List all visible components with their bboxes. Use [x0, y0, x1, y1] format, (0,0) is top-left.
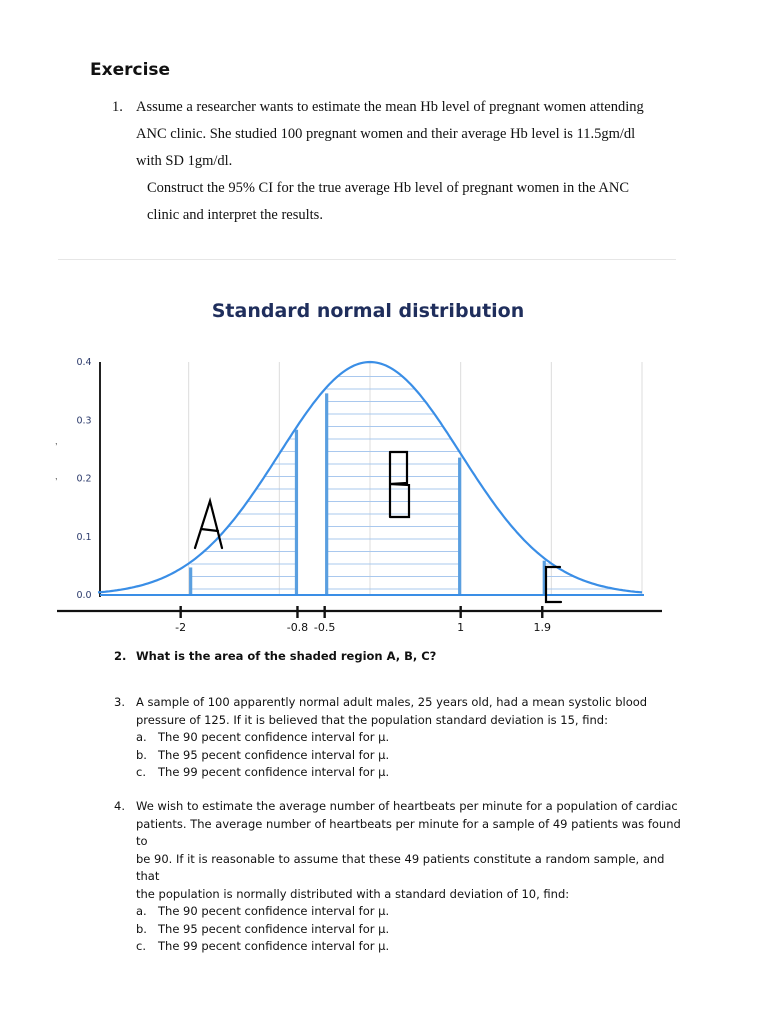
- option-letter: a.: [136, 904, 147, 918]
- option-letter: b.: [136, 747, 147, 762]
- option-letter: b.: [136, 921, 147, 936]
- question-3: [114, 694, 684, 782]
- question-2-text: What is the area of the shaded region A, B, C?: [136, 649, 437, 663]
- question-2: [114, 648, 436, 666]
- option-text: The 90 pecent confidence interval for μ.: [158, 730, 390, 744]
- option-text: The 99 pecent confidence interval for μ.: [158, 765, 390, 779]
- option-text: The 95 pecent confidence interval for μ.: [158, 921, 390, 936]
- y-tick-label: 0.2: [76, 473, 92, 485]
- exercise-heading: Exercise: [90, 60, 171, 80]
- question-4-line-3: be 90. If it is reasonable to assume that these 49 patients constitute a random sample, and that: [136, 851, 665, 883]
- region-label-c: [546, 567, 561, 602]
- region-label-b: [390, 452, 409, 517]
- option-text: The 95 pecent confidence interval for μ.: [158, 747, 390, 762]
- z-tick-label: -0.8: [286, 621, 309, 634]
- question-3-option-b: [136, 747, 684, 765]
- question-4-line-1: We wish to estimate the average number of heartbeats per minute for a population of cardiac: [136, 799, 678, 813]
- question-3-line-2: pressure of 125. If it is believed that the population standard deviation is 15, find:: [136, 712, 608, 727]
- option-letter: c.: [136, 765, 146, 779]
- y-tick-label: 0.3: [76, 415, 92, 427]
- question-1-line-3: with SD 1gm/dl.: [136, 153, 233, 169]
- question-1-line-5: clinic and interpret the results.: [147, 207, 323, 223]
- question-3-option-c: [136, 764, 684, 782]
- question-4: [114, 798, 684, 956]
- option-text: The 99 pecent confidence interval for μ.: [158, 939, 390, 953]
- tick-mark-glyph-1: ,: [55, 436, 58, 446]
- question-3-line-1: A sample of 100 apparently normal adult males, 25 years old, had a mean systolic blood: [136, 695, 648, 709]
- option-letter: a.: [136, 730, 147, 744]
- question-1-line-2: ANC clinic. She studied 100 pregnant women and their average Hb level is 11.5gm/dl: [136, 126, 636, 142]
- z-tick-label: -2: [175, 621, 187, 634]
- question-4-line-4: the population is normally distributed with a standard deviation of 10, find:: [136, 886, 570, 901]
- option-letter: c.: [136, 939, 146, 953]
- question-3-option-a: [136, 729, 684, 747]
- question-4-option-a: [136, 903, 684, 921]
- question-3-number: 3.: [114, 695, 125, 709]
- z-tick-label: 1: [457, 621, 465, 634]
- y-tick-label: 0.4: [76, 357, 92, 368]
- tick-mark-glyph-2: ,: [55, 471, 58, 481]
- question-4-number: 4.: [114, 799, 125, 813]
- question-4-option-c: [136, 938, 684, 956]
- z-tick-label: -0.5: [313, 621, 336, 634]
- y-tick-label: 0.0: [76, 590, 92, 601]
- chart-title: Standard normal distribution: [211, 300, 525, 322]
- y-tick-label: 0.1: [76, 531, 92, 543]
- question-2-number: 2.: [114, 649, 127, 663]
- question-4-option-b: [136, 921, 684, 939]
- question-1-line-4: Construct the 95% CI for the true average Hb level of pregnant women in the ANC: [147, 180, 629, 196]
- question-4-line-2: patients. The average number of heartbeats per minute for a sample of 49 patients was found to: [136, 816, 681, 848]
- question-1-number: 1.: [112, 99, 123, 115]
- region-label-a: [195, 501, 222, 548]
- z-tick-label: 1.9: [533, 621, 552, 634]
- question-1-line-1: Assume a researcher wants to estimate the mean Hb level of pregnant women attending: [136, 99, 644, 115]
- option-text: The 90 pecent confidence interval for μ.: [158, 904, 390, 918]
